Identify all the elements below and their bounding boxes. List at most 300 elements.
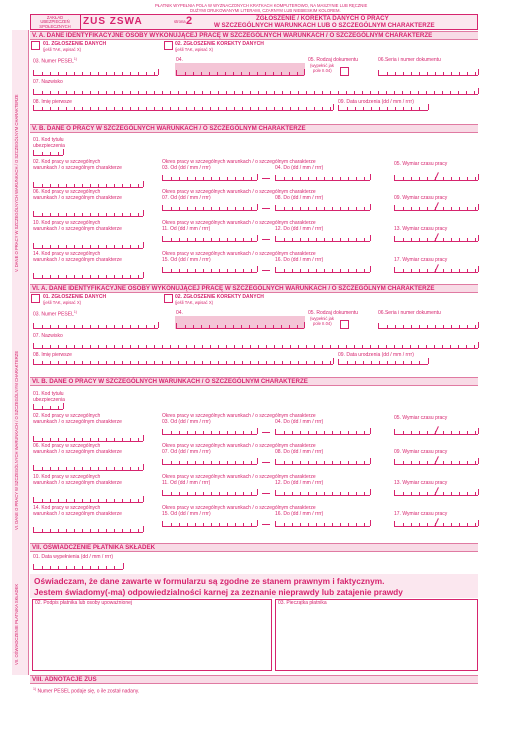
- field-07-label: 07. Nazwisko: [33, 333, 63, 339]
- from-date-input[interactable]: [162, 490, 257, 496]
- cell-tick: [219, 207, 220, 210]
- to-date-input[interactable]: [275, 267, 370, 273]
- cell-tick: [146, 345, 147, 348]
- from-date-input[interactable]: [162, 459, 257, 465]
- to-date-input[interactable]: [275, 205, 370, 211]
- cell-tick: [292, 238, 293, 241]
- cell-tick: [474, 345, 475, 348]
- cell-tick: [257, 72, 258, 75]
- cell-tick: [171, 238, 172, 241]
- cell-tick: [209, 325, 210, 328]
- work-code-suffix: warunkach / o szczególnym charakterze: [33, 226, 122, 232]
- row-number: 05.: [394, 161, 401, 167]
- cell-tick: [219, 431, 220, 434]
- cell-tick: [235, 492, 236, 495]
- insurance-code-input[interactable]: [33, 404, 63, 410]
- cell-tick: [266, 91, 267, 94]
- work-code-input[interactable]: [33, 465, 143, 471]
- cell-tick: [195, 431, 196, 434]
- cell-tick: [203, 269, 204, 272]
- cell-tick: [179, 461, 180, 464]
- cell-tick: [171, 523, 172, 526]
- field-05-label: 05. Rodzaj dokumentu: [308, 310, 359, 316]
- row-number: 02.: [33, 413, 40, 419]
- cell-tick: [265, 325, 266, 328]
- insurance-code-label: 01. Kod tytułu: [33, 137, 64, 143]
- cell-tick: [235, 207, 236, 210]
- cell-tick: [289, 325, 290, 328]
- cell-tick: [243, 492, 244, 495]
- cell-tick: [114, 275, 115, 278]
- from-date-input[interactable]: [162, 267, 257, 273]
- cell-tick: [410, 345, 411, 348]
- cell-tick: [379, 107, 380, 110]
- report-correction-checkbox[interactable]: [164, 41, 173, 50]
- cell-tick: [475, 72, 476, 75]
- row-number: 04.: [275, 419, 282, 425]
- cell-tick: [114, 566, 115, 569]
- cell-tick: [403, 72, 404, 75]
- field-04-input[interactable]: [176, 70, 304, 76]
- fill-date-input[interactable]: [33, 564, 123, 570]
- cell-tick: [308, 523, 309, 526]
- work-code-input[interactable]: [33, 436, 143, 442]
- section-va-title: V. A. DANE IDENTYFIKACYJNE OSOBY WYKONUJĄCEJ PRACĘ W SZCZEGÓLNYCH WARUNKACH / O SZCZEGÓLNYM CHARAKTERZE: [32, 32, 433, 39]
- cell-tick: [66, 325, 67, 328]
- cell-tick: [427, 492, 428, 495]
- field-01-hint: (jeśli TAK, wpisać X): [43, 47, 82, 52]
- cell-tick: [74, 529, 75, 532]
- cell-tick: [427, 269, 428, 272]
- cell-tick: [308, 269, 309, 272]
- cell-tick: [130, 345, 131, 348]
- cell-tick: [346, 91, 347, 94]
- field-04-input[interactable]: [176, 323, 304, 329]
- cell-tick: [419, 325, 420, 328]
- cell-tick: [226, 107, 227, 110]
- birth-date-input[interactable]: [338, 105, 428, 111]
- row-number: 14.: [33, 251, 40, 257]
- cell-tick: [332, 492, 333, 495]
- cell-tick: [146, 91, 147, 94]
- cell-tick: [308, 238, 309, 241]
- work-code-input[interactable]: [33, 243, 143, 249]
- cell-tick: [459, 72, 460, 75]
- cell-tick: [138, 107, 139, 110]
- field-02-hint: (jeśli TAK, wpisać X): [175, 47, 214, 52]
- cell-tick: [58, 91, 59, 94]
- cell-tick: [340, 461, 341, 464]
- cell-tick: [322, 91, 323, 94]
- cell-tick: [458, 345, 459, 348]
- cell-tick: [186, 107, 187, 110]
- row-number: 10.: [33, 474, 40, 480]
- cell-tick: [50, 72, 51, 75]
- cell-tick: [250, 91, 251, 94]
- cell-tick: [50, 152, 51, 155]
- row-number: 14.: [33, 505, 40, 511]
- cell-tick: [130, 72, 131, 75]
- to-date-input[interactable]: [275, 490, 370, 496]
- cell-tick: [308, 461, 309, 464]
- cell-tick: [332, 523, 333, 526]
- cell-tick: [297, 72, 298, 75]
- cell-tick: [443, 523, 444, 526]
- work-time-label: Wymiar czasu pracy: [402, 511, 448, 517]
- cell-tick: [58, 345, 59, 348]
- cell-tick: [130, 184, 131, 187]
- field-01-hint: (jeśli TAK, wpisać X): [43, 300, 82, 305]
- cell-tick: [347, 361, 348, 364]
- document-number-input[interactable]: [378, 70, 478, 76]
- cell-tick: [364, 492, 365, 495]
- cell-tick: [281, 72, 282, 75]
- cell-tick: [50, 184, 51, 187]
- cell-tick: [284, 461, 285, 464]
- cell-tick: [187, 461, 188, 464]
- from-date-input[interactable]: [162, 236, 257, 242]
- work-code-input[interactable]: [33, 273, 143, 279]
- to-date-label: Do (dd / mm / rrrr): [283, 480, 324, 486]
- work-time-label: Wymiar czasu pracy: [402, 257, 448, 263]
- pesel-input[interactable]: [33, 323, 158, 329]
- cell-tick: [106, 467, 107, 470]
- cell-tick: [154, 345, 155, 348]
- cell-tick: [195, 492, 196, 495]
- to-date-input[interactable]: [275, 521, 370, 527]
- cell-tick: [122, 438, 123, 441]
- section-viii-band: [30, 675, 478, 684]
- cell-tick: [211, 177, 212, 180]
- section-vib-title: VI. B. DANE O PRACY W SZCZEGÓLNYCH WARUNKACH / O SZCZEGÓLNYM CHARAKTERZE: [32, 378, 308, 385]
- cell-tick: [467, 207, 468, 210]
- form-instruction: PŁATNIK WYPEŁNIA POLA W WYZNACZONYCH KRATKACH KOMPUTEROWO, NA MASZYNIE LUB RĘCZNIE: [155, 3, 368, 8]
- cell-tick: [458, 91, 459, 94]
- cell-tick: [427, 238, 428, 241]
- cell-tick: [187, 431, 188, 434]
- cell-tick: [170, 107, 171, 110]
- row-number: 08.: [275, 195, 282, 201]
- cell-tick: [443, 325, 444, 328]
- cell-tick: [66, 91, 67, 94]
- cell-tick: [403, 523, 404, 526]
- cell-tick: [171, 492, 172, 495]
- cell-tick: [348, 431, 349, 434]
- cell-tick: [316, 523, 317, 526]
- insurance-code-input[interactable]: [33, 150, 63, 156]
- cell-tick: [316, 492, 317, 495]
- cell-tick: [138, 91, 139, 94]
- cell-tick: [292, 207, 293, 210]
- cell-tick: [466, 91, 467, 94]
- cell-tick: [195, 269, 196, 272]
- cell-tick: [138, 438, 139, 441]
- cell-tick: [475, 431, 476, 434]
- cell-tick: [98, 361, 99, 364]
- cell-tick: [42, 325, 43, 328]
- to-date-input[interactable]: [275, 459, 370, 465]
- cell-tick: [251, 431, 252, 434]
- cell-tick: [378, 345, 379, 348]
- cell-tick: [332, 207, 333, 210]
- cell-tick: [42, 213, 43, 216]
- cell-tick: [427, 461, 428, 464]
- cell-tick: [243, 269, 244, 272]
- cell-tick: [82, 361, 83, 364]
- first-name-input[interactable]: [33, 359, 333, 365]
- cell-tick: [130, 499, 131, 502]
- cell-tick: [308, 207, 309, 210]
- cell-tick: [114, 361, 115, 364]
- form-subtitle: W SZCZEGÓLNYCH WARUNKACH LUB O SZCZEGÓLNYM CHARAKTERZE: [214, 22, 435, 29]
- cell-tick: [130, 91, 131, 94]
- cell-tick: [98, 213, 99, 216]
- cell-tick: [348, 238, 349, 241]
- work-period-label: Okres pracy w szczególnych warunkach / o szczególnym charakterze: [162, 159, 316, 165]
- from-date-input[interactable]: [162, 205, 257, 211]
- cell-tick: [58, 499, 59, 502]
- cell-tick: [306, 91, 307, 94]
- cell-tick: [138, 213, 139, 216]
- cell-tick: [251, 238, 252, 241]
- cell-tick: [162, 91, 163, 94]
- cell-tick: [265, 72, 266, 75]
- cell-tick: [292, 523, 293, 526]
- cell-tick: [330, 345, 331, 348]
- cell-tick: [179, 492, 180, 495]
- cell-tick: [98, 72, 99, 75]
- signature-box[interactable]: [32, 599, 272, 671]
- cell-tick: [225, 72, 226, 75]
- stamp-box[interactable]: [275, 599, 478, 671]
- cell-tick: [427, 431, 428, 434]
- cell-tick: [217, 72, 218, 75]
- cell-tick: [395, 325, 396, 328]
- from-date-input[interactable]: [162, 429, 257, 435]
- field-07-label: 07. Nazwisko: [33, 79, 63, 85]
- cell-tick: [219, 523, 220, 526]
- surname-input[interactable]: [33, 343, 478, 349]
- cell-tick: [364, 523, 365, 526]
- cell-tick: [474, 91, 475, 94]
- cell-tick: [114, 213, 115, 216]
- field-05-hint-1: (wypełnić jak: [310, 63, 334, 68]
- cell-tick: [419, 361, 420, 364]
- work-code-input[interactable]: [33, 527, 143, 533]
- cell-tick: [98, 325, 99, 328]
- cell-tick: [138, 467, 139, 470]
- statement-line-1: Oświadczam, że dane zawarte w formularzu są zgodne ze stanem prawnym i faktycznym.: [34, 576, 385, 586]
- cell-tick: [251, 269, 252, 272]
- cell-tick: [234, 361, 235, 364]
- cell-tick: [411, 238, 412, 241]
- work-code-input[interactable]: [33, 497, 143, 503]
- cell-tick: [426, 345, 427, 348]
- cell-tick: [58, 152, 59, 155]
- from-date-input[interactable]: [162, 175, 257, 181]
- cell-tick: [427, 207, 428, 210]
- cell-tick: [338, 345, 339, 348]
- cell-tick: [258, 91, 259, 94]
- cell-tick: [411, 492, 412, 495]
- cell-tick: [171, 269, 172, 272]
- cell-tick: [98, 91, 99, 94]
- row-number: 07.: [162, 449, 169, 455]
- cell-tick: [138, 499, 139, 502]
- cell-tick: [324, 523, 325, 526]
- cell-tick: [219, 492, 220, 495]
- document-number-input[interactable]: [378, 323, 478, 329]
- cell-tick: [98, 107, 99, 110]
- range-dash: [262, 493, 270, 494]
- cell-tick: [419, 238, 420, 241]
- row-number: 13.: [394, 480, 401, 486]
- cell-tick: [154, 361, 155, 364]
- cell-tick: [419, 269, 420, 272]
- birth-date-input[interactable]: [338, 359, 428, 365]
- issuer-name: ZAKŁAD UBEZPIECZEŃ SPOŁECZNYCH: [39, 15, 71, 29]
- cell-tick: [243, 461, 244, 464]
- cell-tick: [426, 91, 427, 94]
- to-date-input[interactable]: [275, 175, 370, 181]
- to-date-input[interactable]: [275, 236, 370, 242]
- cell-tick: [66, 107, 67, 110]
- surname-input[interactable]: [33, 89, 478, 95]
- cell-tick: [74, 467, 75, 470]
- cell-tick: [171, 207, 172, 210]
- cell-tick: [411, 431, 412, 434]
- cell-tick: [243, 431, 244, 434]
- work-code-suffix: warunkach / o szczególnym charakterze: [33, 257, 122, 263]
- cell-tick: [324, 492, 325, 495]
- cell-tick: [411, 207, 412, 210]
- report-correction-checkbox[interactable]: [164, 294, 173, 303]
- document-type-input[interactable]: [340, 67, 349, 76]
- cell-tick: [298, 345, 299, 348]
- cell-tick: [98, 245, 99, 248]
- cell-tick: [316, 461, 317, 464]
- cell-tick: [106, 361, 107, 364]
- cell-tick: [475, 269, 476, 272]
- cell-tick: [300, 269, 301, 272]
- work-code-input[interactable]: [33, 182, 143, 188]
- footnote-text: Numer PESEL podaje się, o ile został nadany.: [37, 688, 140, 695]
- pesel-input[interactable]: [33, 70, 158, 76]
- cell-tick: [355, 361, 356, 364]
- range-dash: [262, 270, 270, 271]
- cell-tick: [300, 238, 301, 241]
- cell-tick: [195, 177, 196, 180]
- cell-tick: [66, 566, 67, 569]
- row-number: 09.: [394, 449, 401, 455]
- cell-tick: [324, 461, 325, 464]
- cell-tick: [274, 361, 275, 364]
- cell-tick: [106, 245, 107, 248]
- cell-tick: [122, 184, 123, 187]
- cell-tick: [90, 91, 91, 94]
- cell-tick: [324, 238, 325, 241]
- cell-tick: [122, 325, 123, 328]
- cell-tick: [58, 406, 59, 409]
- cell-tick: [243, 523, 244, 526]
- row-number: 12.: [275, 226, 282, 232]
- row-number: 13.: [394, 226, 401, 232]
- cell-tick: [356, 523, 357, 526]
- work-code-label: Kod pracy w szczególnych: [41, 189, 101, 195]
- cell-tick: [130, 467, 131, 470]
- to-date-label: Do (dd / mm / rrrr): [283, 419, 324, 425]
- document-type-input[interactable]: [340, 320, 349, 329]
- cell-tick: [122, 499, 123, 502]
- row-number: 03.: [162, 165, 169, 171]
- cell-tick: [187, 523, 188, 526]
- cell-tick: [419, 431, 420, 434]
- cell-tick: [298, 91, 299, 94]
- cell-tick: [467, 269, 468, 272]
- cell-tick: [42, 438, 43, 441]
- report-data-checkbox[interactable]: [31, 41, 40, 50]
- to-date-input[interactable]: [275, 429, 370, 435]
- from-date-label: Od (dd / mm / rrrr): [170, 449, 211, 455]
- cell-tick: [356, 207, 357, 210]
- cell-tick: [395, 72, 396, 75]
- work-code-input[interactable]: [33, 211, 143, 217]
- work-time-label: Wymiar czasu pracy: [402, 415, 448, 421]
- work-code-label: Kod pracy w szczególnych: [41, 413, 101, 419]
- cell-tick: [306, 345, 307, 348]
- cell-tick: [42, 406, 43, 409]
- cell-tick: [90, 184, 91, 187]
- cell-tick: [98, 275, 99, 278]
- work-code-label: Kod pracy w szczególnych: [41, 443, 101, 449]
- cell-tick: [58, 72, 59, 75]
- cell-tick: [171, 461, 172, 464]
- cell-tick: [467, 72, 468, 75]
- cell-tick: [235, 269, 236, 272]
- cell-tick: [242, 107, 243, 110]
- cell-tick: [90, 213, 91, 216]
- cell-tick: [371, 361, 372, 364]
- cell-tick: [451, 269, 452, 272]
- from-date-input[interactable]: [162, 521, 257, 527]
- cell-tick: [138, 361, 139, 364]
- report-data-checkbox[interactable]: [31, 294, 40, 303]
- cell-tick: [419, 492, 420, 495]
- cell-tick: [106, 275, 107, 278]
- to-date-label: Do (dd / mm / rrrr): [283, 165, 324, 171]
- from-date-label: Od (dd / mm / rrrr): [169, 226, 211, 232]
- cell-tick: [427, 325, 428, 328]
- cell-tick: [284, 492, 285, 495]
- cell-tick: [282, 107, 283, 110]
- cell-tick: [146, 72, 147, 75]
- first-name-input[interactable]: [33, 105, 333, 111]
- cell-tick: [178, 361, 179, 364]
- cell-tick: [411, 177, 412, 180]
- cell-tick: [466, 345, 467, 348]
- cell-tick: [235, 238, 236, 241]
- cell-tick: [122, 275, 123, 278]
- cell-tick: [308, 492, 309, 495]
- cell-tick: [42, 275, 43, 278]
- cell-tick: [419, 523, 420, 526]
- cell-tick: [443, 269, 444, 272]
- cell-tick: [348, 492, 349, 495]
- cell-tick: [467, 431, 468, 434]
- cell-tick: [138, 184, 139, 187]
- cell-tick: [90, 345, 91, 348]
- cell-tick: [443, 461, 444, 464]
